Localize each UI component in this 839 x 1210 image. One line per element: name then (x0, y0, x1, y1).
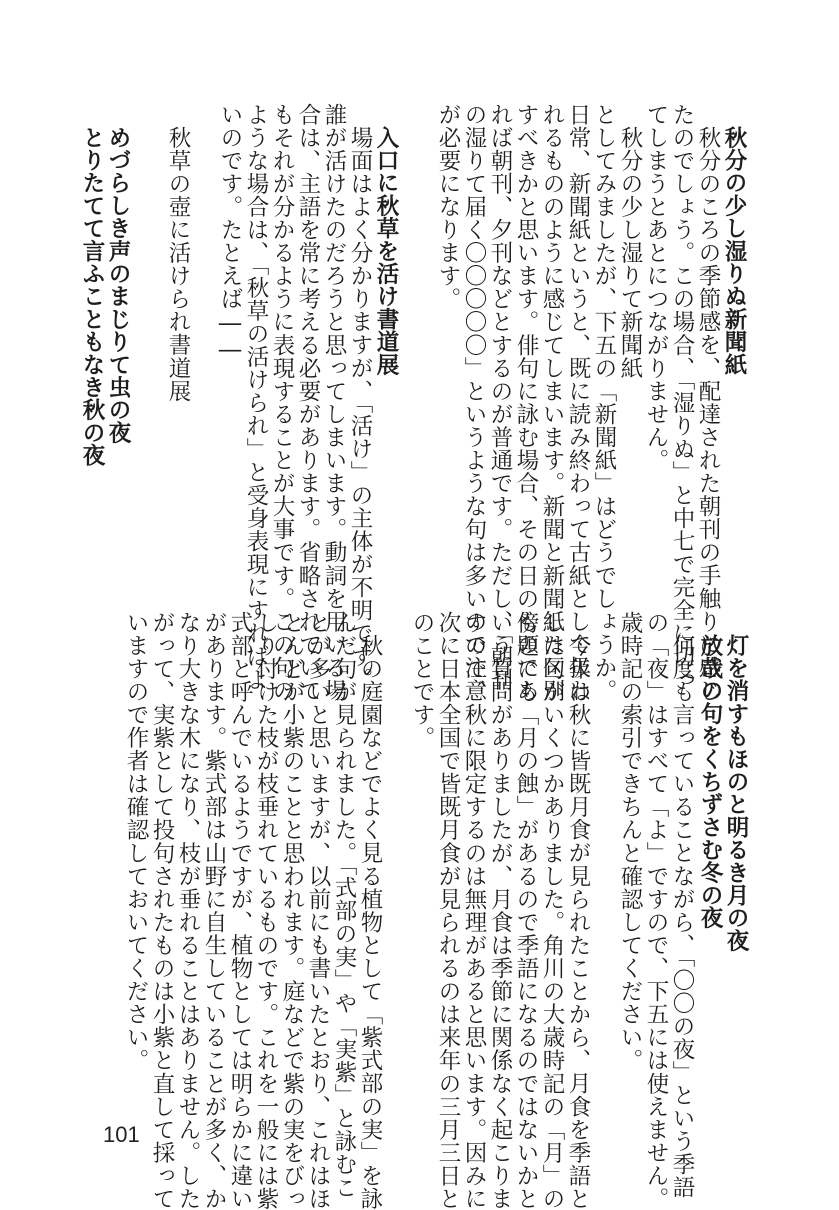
text-column: 傍題にも「月の蝕」があるので季語になるのではないかと (513, 611, 539, 1210)
text-column: がって、実紫として投句されたものは小紫と直して採って (149, 611, 175, 1210)
text-column: すべきかと思います。俳句に詠む場合、その日のものであ (513, 103, 539, 703)
text-column: とが多いと思いますが、以前にも書いたとおり、これはほ (305, 611, 331, 1210)
text-column: 式部と呼んでいるようですが、植物としては明らかに違い (227, 611, 253, 1210)
text-column: 今年は秋に皆既月食が見られたことから、月食を季語と (565, 634, 591, 1210)
text-column: いのです。たとえば―― (217, 103, 243, 364)
text-column: いう質問がありましたが、月食は季節に関係なく起こりま (487, 611, 513, 1210)
text-column: しり付けた枝が枝垂れているものです。これを一般には紫 (253, 611, 279, 1210)
text-column: てしまうとあとにつながりません。 (643, 103, 669, 472)
text-column: としてみましたが、下五の「新聞紙」はどうでしょうか。 (591, 103, 617, 703)
text-column: のことです。 (409, 611, 435, 750)
haiku-heading: 入口に秋草を活け書道展 (373, 126, 399, 376)
text-column: 次に日本全国で皆既月食が見られるのは来年の三月三日と (435, 611, 461, 1210)
haiku-heading: 放哉の句をくちずさむ冬の夜 (697, 634, 723, 930)
text-column: の「夜」はすべて「よ」ですので、下五には使えません。 (643, 611, 669, 1210)
text-column: んだ句が見られました。「式部の実」や「実紫」と詠むこ (331, 611, 357, 1200)
text-column: とんどが小紫のことと思われます。庭などで紫の実をびっ (279, 611, 305, 1210)
text-column: ような場合は、「秋草の活けられ」と受身表現にすればよ (243, 103, 269, 692)
haiku-quote: 秋草の壺に活けられ書道展 (165, 126, 191, 403)
text-column: 秋の庭園などでよく見る植物として「紫式部の実」を詠 (357, 634, 383, 1210)
text-column: 秋分のころの季節感を、配達された朝刊の手触りに感じ (695, 126, 721, 703)
text-column: 何度も言っていることながら、「〇〇の夜」という季語 (669, 634, 695, 1199)
haiku-heading: 灯を消すもほのと明るき月の夜 (723, 634, 749, 952)
text-column: なり大きな木になり、枝が垂れることはありません。した (175, 611, 201, 1210)
text-column: れば朝刊、夕刊などとするのが普通です。ただし、「朝刊 (487, 103, 513, 692)
text-column: 場面はよく分かりますが、「活け」の主体が不明です。 (347, 126, 373, 691)
haiku-quote: 秋分の少し湿りて新聞紙 (617, 126, 643, 380)
text-column: 誰が活けたのだろうと思ってしまいます。動詞を用いる場 (321, 103, 347, 703)
text-column: すので、秋に限定するのは無理があると思います。因みに (461, 611, 487, 1210)
haiku-heading: とりたてて言ふこともなき秋の夜 (79, 126, 105, 467)
haiku-heading: めづらしき声のまじりて虫の夜 (105, 126, 131, 444)
text-column: 日常、新聞紙というと、既に読み終わって古紙として扱わ (565, 103, 591, 703)
text-column: れるもののように感じてしまいます。新聞と新聞紙は区別 (539, 103, 565, 703)
text-column: があります。紫式部は山野に自生していることが多く、か (201, 611, 227, 1210)
text-column: 合は、主語を常に考える必要があります。省略されていて (295, 103, 321, 703)
text-column: いますので作者は確認しておいてください。 (123, 611, 149, 1072)
text-column: が必要になります。 (435, 103, 461, 311)
text-column: の湿りて届く〇〇〇〇〇」というような句は多いので注意 (461, 103, 487, 703)
text-column: もそれが分かるように表現することが大事です。この句の (269, 103, 295, 703)
haiku-heading: 秋分の少し湿りぬ新聞紙 (721, 126, 747, 376)
page-number: 101 (103, 1122, 140, 1147)
text-column: たのでしょう。この場合、「湿りぬ」と中七で完全に切っ (669, 103, 695, 692)
text-column: した句がいくつかありました。角川の大歳時記の「月」の (539, 611, 565, 1210)
text-column: 歳時記の索引できちんと確認してください。 (617, 611, 643, 1072)
